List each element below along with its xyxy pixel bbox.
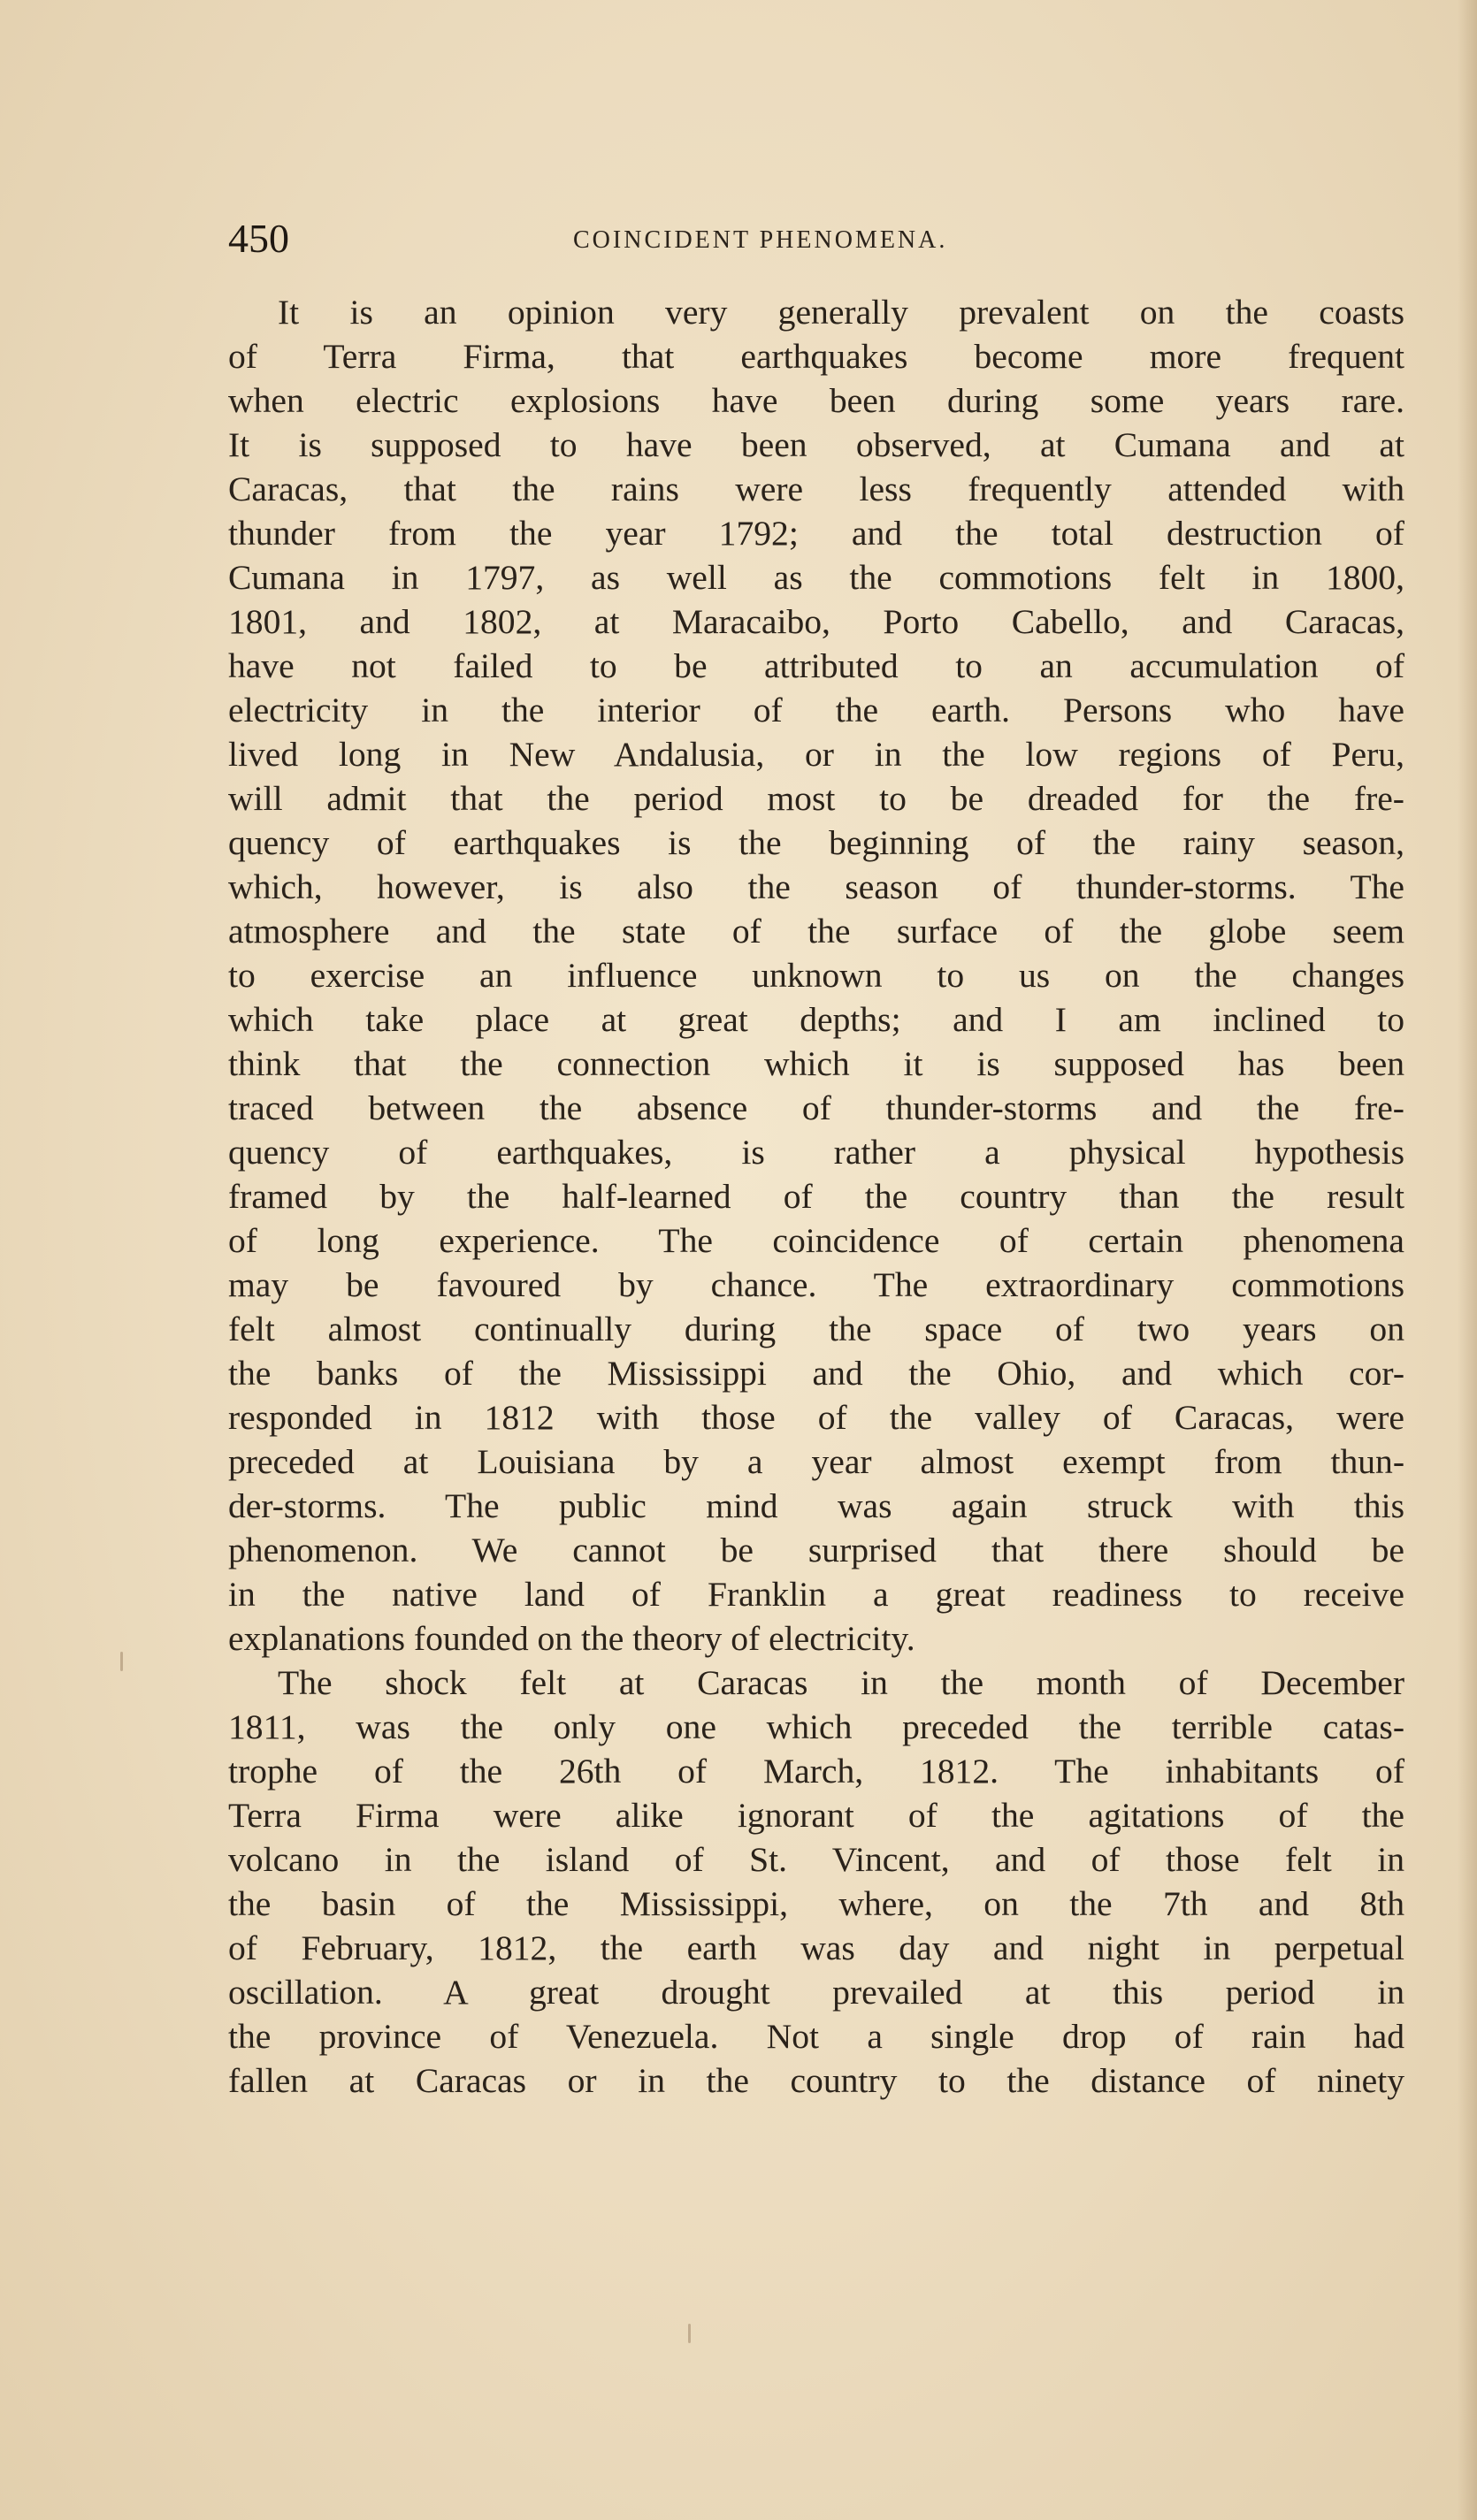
page-number: 450 [228, 216, 289, 261]
text-line: the banks of the Mississippi and the Ohio, and which cor- [228, 1354, 1404, 1393]
text-line: trophe of the 26th of March, 1812. The inhabitants of [228, 1752, 1404, 1791]
text-line: fallen at Caracas or in the country to the distance of ninety [228, 2061, 1404, 2100]
text-line: traced between the absence of thunder-storms and the fre- [228, 1088, 1404, 1127]
text-line: Terra Firma were alike ignorant of the agitations of the [228, 1796, 1404, 1835]
text-line: It is an opinion very generally prevalent on the coasts [278, 293, 1404, 332]
text-line: think that the connection which it is supposed has been [228, 1044, 1404, 1083]
text-line: which, however, is also the season of thunder-storms. The [228, 867, 1404, 906]
text-line: the province of Venezuela. Not a single drop of rain had [228, 2017, 1404, 2056]
text-line: framed by the half-learned of the country than the result [228, 1177, 1404, 1216]
paper-speck [120, 1652, 123, 1671]
text-line: lived long in New Andalusia, or in the low regions of Peru, [228, 735, 1404, 774]
text-line: of Terra Firma, that earthquakes become more frequent [228, 337, 1404, 376]
text-line: quency of earthquakes, is rather a physical hypothesis [228, 1133, 1404, 1172]
text-line: Caracas, that the rains were less frequently attended with [228, 470, 1404, 508]
text-line: may be favoured by chance. The extraordinary commotions [228, 1265, 1404, 1304]
text-line: felt almost continually during the space of two years on [228, 1310, 1404, 1348]
text-line: It is supposed to have been observed, at Cumana and at [228, 425, 1404, 464]
text-line: preceded at Louisiana by a year almost exempt from thun- [228, 1442, 1404, 1481]
text-line: electricity in the interior of the earth. Persons who have [228, 691, 1404, 729]
text-line: of February, 1812, the earth was day and night in perpetual [228, 1928, 1404, 1967]
text-line: the basin of the Mississippi, where, on the 7th and 8th [228, 1884, 1404, 1923]
text-line: in the native land of Franklin a great readiness to receive [228, 1575, 1404, 1614]
text-line: 1811, was the only one which preceded the terrible catas- [228, 1707, 1404, 1746]
body-text [228, 290, 1404, 2103]
text-line: to exercise an influence unknown to us on the changes [228, 956, 1404, 995]
text-line: phenomenon. We cannot be surprised that there should be [228, 1531, 1404, 1569]
text-line: quency of earthquakes is the beginning of the rainy season, [228, 823, 1404, 862]
text-line: of long experience. The coincidence of certain phenomena [228, 1221, 1404, 1260]
text-line: oscillation. A great drought prevailed at this period in [228, 1973, 1404, 2012]
text-line: which take place at great depths; and I am inclined to [228, 1000, 1404, 1039]
text-line: explanations founded on the theory of electricity. [228, 1619, 915, 1658]
text-line: atmosphere and the state of the surface of the globe seem [228, 912, 1404, 951]
page-header [228, 212, 1404, 265]
text-line: volcano in the island of St. Vincent, and of those felt in [228, 1840, 1404, 1879]
text-line: thunder from the year 1792; and the total destruction of [228, 514, 1404, 553]
paper-speck [688, 2324, 691, 2343]
text-line: when electric explosions have been during some years rare. [228, 381, 1404, 420]
text-line: will admit that the period most to be dreaded for the fre- [228, 779, 1404, 818]
text-line: responded in 1812 with those of the valley of Caracas, were [228, 1398, 1404, 1437]
running-head: COINCIDENT PHENOMENA. [573, 226, 948, 254]
text-line: 1801, and 1802, at Maracaibo, Porto Cabello, and Caracas, [228, 602, 1404, 641]
text-line: The shock felt at Caracas in the month of December [278, 1663, 1404, 1702]
text-line: der-storms. The public mind was again struck with this [228, 1486, 1404, 1525]
text-line: Cumana in 1797, as well as the commotions felt in 1800, [228, 558, 1404, 597]
text-line: have not failed to be attributed to an accumulation of [228, 646, 1404, 685]
page-edge-shadow [1458, 0, 1477, 2520]
